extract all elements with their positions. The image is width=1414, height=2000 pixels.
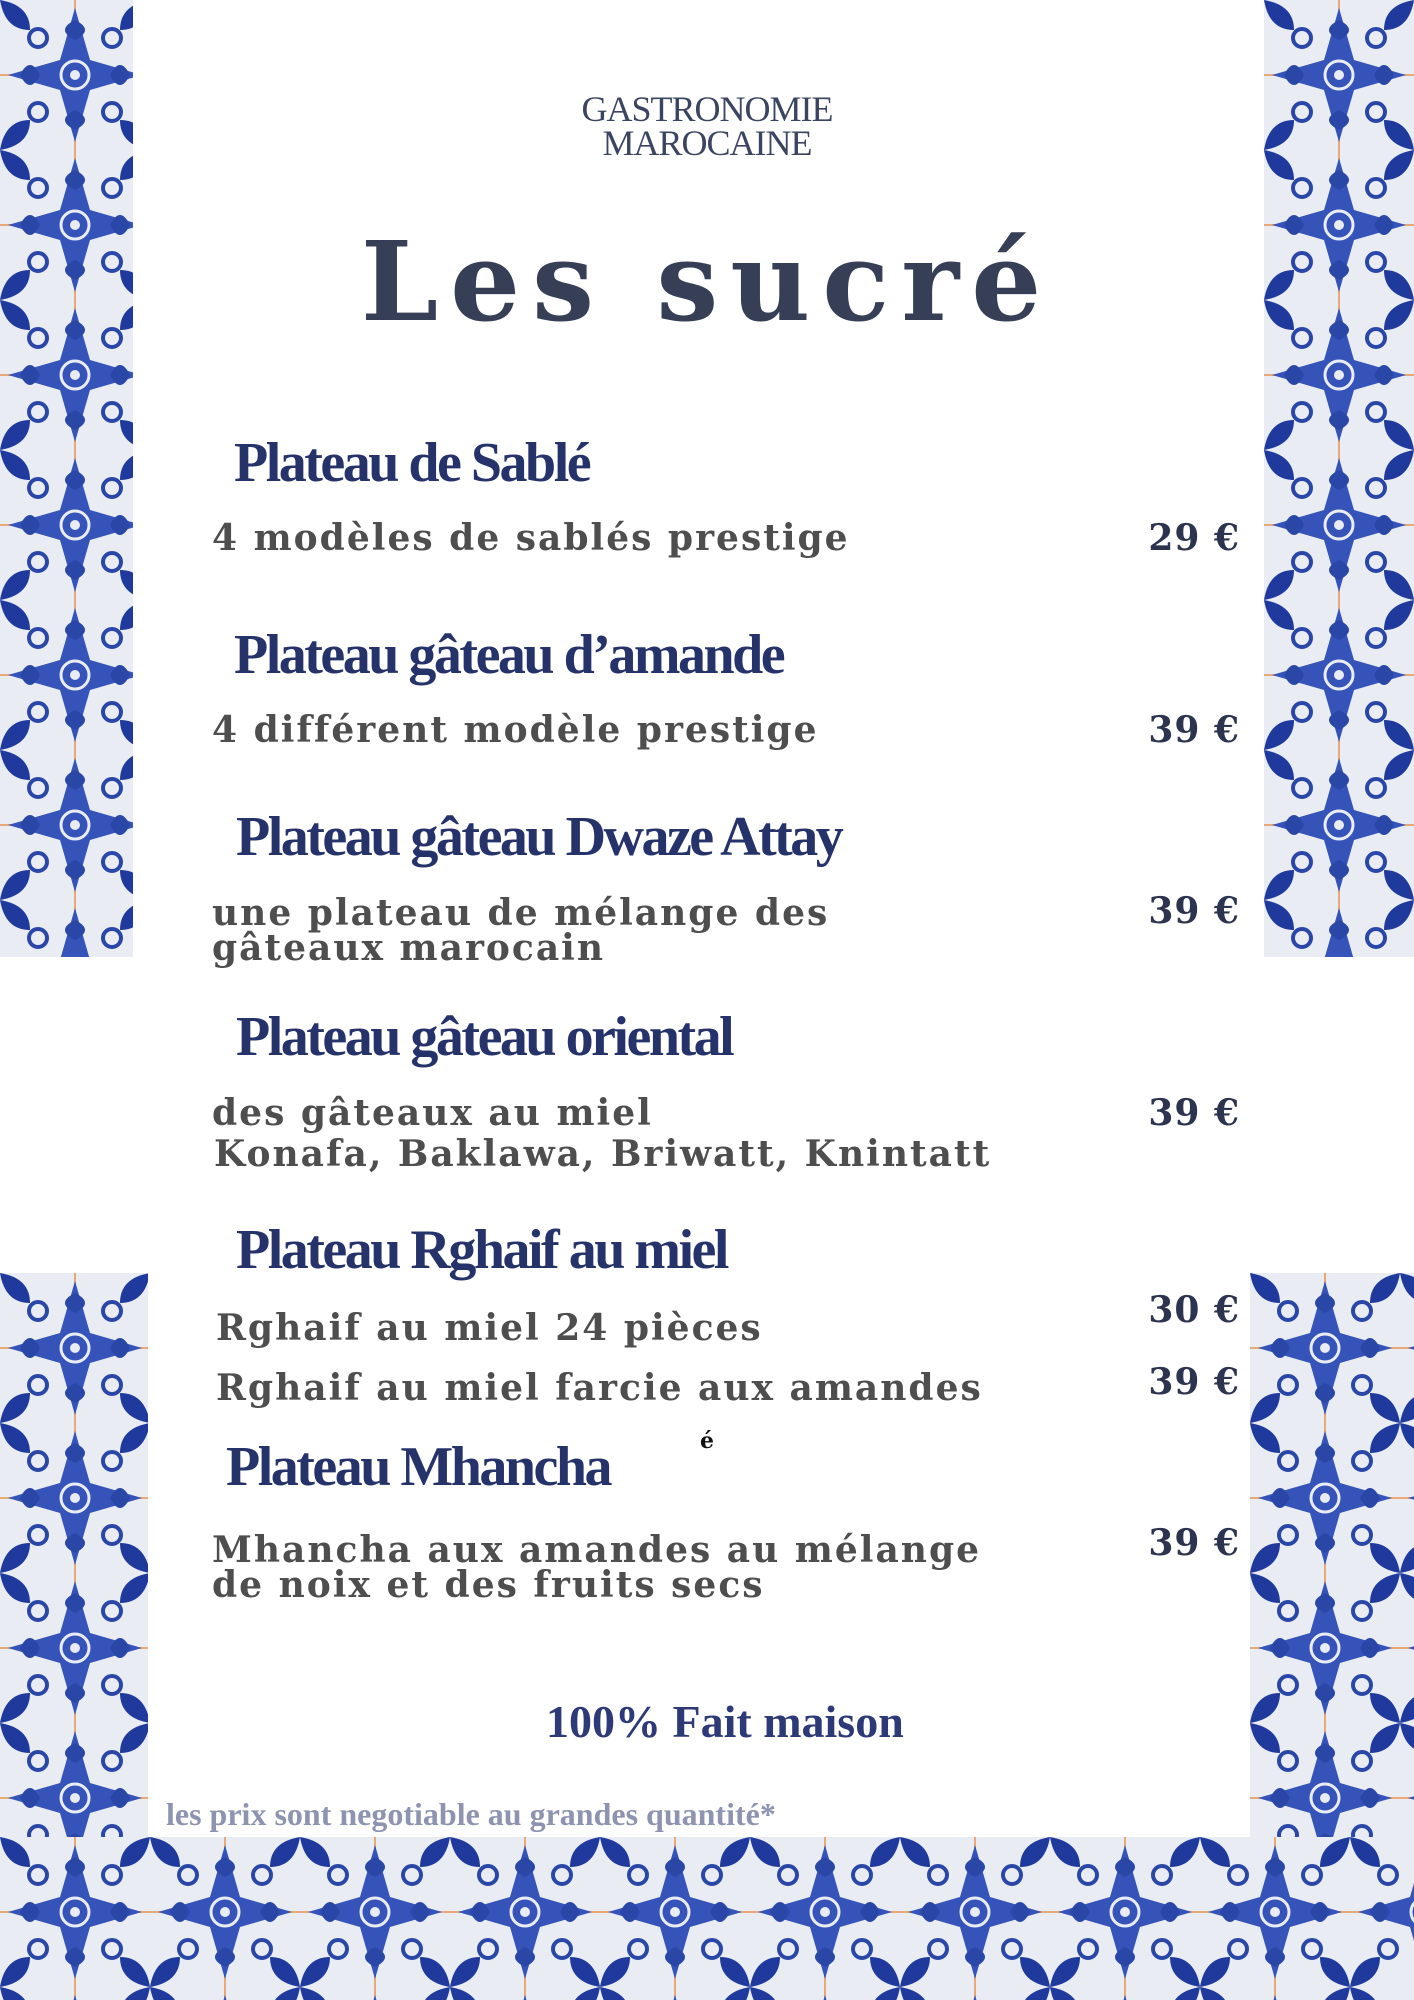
page-title: Les sucré (360, 217, 1054, 346)
item-price: 39 € (1148, 890, 1240, 932)
item-price: 39 € (1148, 1361, 1240, 1403)
item-name: Plateau gâteau Dwaze Attay (236, 806, 842, 868)
tagline: 100% Fait maison (546, 1696, 904, 1747)
item-price: 39 € (1148, 709, 1240, 751)
tile-border-bottom (0, 1837, 1414, 2000)
item-price: 30 € (1148, 1289, 1240, 1331)
brand-line-1: GASTRONOMIE (581, 89, 833, 129)
brand-line-2: MAROCAINE (602, 123, 812, 163)
item-description: Rghaif au miel 24 pièces (216, 1307, 763, 1349)
item-description: Rghaif au miel farcie aux amandes (216, 1367, 983, 1409)
item-description: 4 modèles de sablés prestige (212, 517, 850, 559)
item-price: 39 € (1148, 1092, 1240, 1134)
brand-logo (0, 89, 1414, 163)
item-name: Plateau gâteau oriental (236, 1006, 733, 1068)
item-name: Plateau Mhancha (226, 1436, 611, 1498)
stray-character: é (700, 1428, 714, 1454)
item-price: 39 € (1148, 1522, 1240, 1564)
item-description: une plateau de mélange des (212, 892, 830, 934)
item-name: Plateau de Sablé (234, 432, 590, 494)
item-description: des gâteaux au miel (212, 1092, 653, 1134)
footnote: les prix sont negotiable au grandes quantité* (166, 1796, 776, 1832)
item-description: 4 différent modèle prestige (212, 709, 819, 751)
item-name: Plateau Rghaif au miel (236, 1219, 727, 1281)
item-description: gâteaux marocain (212, 927, 606, 969)
item-description: Konafa, Baklawa, Briwatt, Knintatt (214, 1133, 992, 1175)
item-name: Plateau gâteau d’amande (234, 624, 784, 686)
item-description: Mhancha aux amandes au mélange (212, 1529, 982, 1571)
item-description: de noix et des fruits secs (212, 1564, 765, 1606)
item-price: 29 € (1148, 517, 1240, 559)
